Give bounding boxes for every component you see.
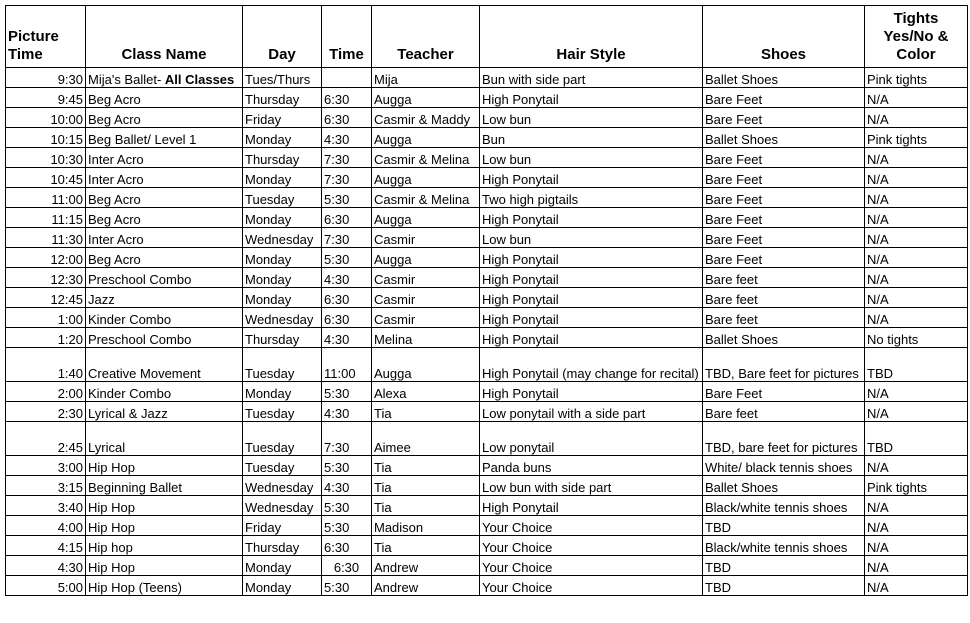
tights-cell: TBD <box>865 348 968 382</box>
table-row <box>6 88 968 108</box>
teacher-cell: Augga <box>372 128 480 148</box>
class-name-cell: Inter Acro <box>86 148 243 168</box>
class-name-cell: Inter Acro <box>86 168 243 188</box>
picture-time-cell: 4:15 <box>6 536 86 556</box>
picture-time-cell: 9:45 <box>6 88 86 108</box>
tights-cell: N/A <box>865 248 968 268</box>
shoes-cell: Bare Feet <box>703 248 865 268</box>
class-name-cell: Kinder Combo <box>86 308 243 328</box>
picture-time-cell: 12:00 <box>6 248 86 268</box>
time-cell: 4:30 <box>322 128 372 148</box>
table-row <box>6 556 968 576</box>
tights-cell: N/A <box>865 308 968 328</box>
header-class-name: Class Name <box>86 6 243 68</box>
hair-style-cell: High Ponytail <box>480 248 703 268</box>
hair-style-cell: Low ponytail with a side part <box>480 402 703 422</box>
day-cell: Friday <box>243 516 322 536</box>
teacher-cell: Tia <box>372 496 480 516</box>
picture-time-cell: 1:40 <box>6 348 86 382</box>
table-row <box>6 208 968 228</box>
day-cell: Tuesday <box>243 422 322 456</box>
day-cell: Monday <box>243 556 322 576</box>
tights-cell: No tights <box>865 328 968 348</box>
teacher-cell: Casmir & Maddy <box>372 108 480 128</box>
header-teacher: Teacher <box>372 6 480 68</box>
class-name-cell: Beg Acro <box>86 108 243 128</box>
teacher-cell: Andrew <box>372 556 480 576</box>
tights-cell: N/A <box>865 268 968 288</box>
class-name-cell: Jazz <box>86 288 243 308</box>
shoes-cell: Ballet Shoes <box>703 68 865 88</box>
time-cell: 5:30 <box>322 516 372 536</box>
teacher-cell: Tia <box>372 456 480 476</box>
picture-time-cell: 4:00 <box>6 516 86 536</box>
table-row <box>6 108 968 128</box>
hair-style-cell: High Ponytail <box>480 168 703 188</box>
table-row <box>6 148 968 168</box>
shoes-cell: Ballet Shoes <box>703 476 865 496</box>
picture-time-cell: 10:00 <box>6 108 86 128</box>
day-cell: Monday <box>243 288 322 308</box>
picture-time-cell: 2:30 <box>6 402 86 422</box>
day-cell: Wednesday <box>243 228 322 248</box>
tights-cell: TBD <box>865 422 968 456</box>
tights-cell: N/A <box>865 108 968 128</box>
day-cell: Monday <box>243 248 322 268</box>
time-cell: 4:30 <box>322 476 372 496</box>
shoes-cell: Bare Feet <box>703 382 865 402</box>
header-time: Time <box>322 6 372 68</box>
class-name-cell: Preschool Combo <box>86 268 243 288</box>
shoes-cell: Black/white tennis shoes <box>703 496 865 516</box>
class-name-cell: Hip Hop <box>86 516 243 536</box>
picture-time-cell: 10:45 <box>6 168 86 188</box>
class-name-cell: Lyrical & Jazz <box>86 402 243 422</box>
hair-style-cell: Low bun with side part <box>480 476 703 496</box>
tights-cell: N/A <box>865 188 968 208</box>
hair-style-cell: Your Choice <box>480 516 703 536</box>
picture-time-cell: 3:15 <box>6 476 86 496</box>
shoes-cell: Bare feet <box>703 268 865 288</box>
class-name-cell: Hip Hop (Teens) <box>86 576 243 596</box>
class-name-cell: Preschool Combo <box>86 328 243 348</box>
tights-cell: N/A <box>865 536 968 556</box>
day-cell: Tuesday <box>243 456 322 476</box>
teacher-cell: Augga <box>372 168 480 188</box>
time-cell: 4:30 <box>322 328 372 348</box>
day-cell: Thursday <box>243 148 322 168</box>
hair-style-cell: High Ponytail <box>480 288 703 308</box>
class-name-cell: Beg Acro <box>86 88 243 108</box>
time-cell: 5:30 <box>322 496 372 516</box>
shoes-cell: Black/white tennis shoes <box>703 536 865 556</box>
table-row <box>6 496 968 516</box>
class-name-cell: Hip hop <box>86 536 243 556</box>
picture-time-cell: 3:40 <box>6 496 86 516</box>
table-row <box>6 268 968 288</box>
table-row <box>6 536 968 556</box>
table-row <box>6 348 968 382</box>
shoes-cell: Bare Feet <box>703 148 865 168</box>
picture-time-cell: 12:30 <box>6 268 86 288</box>
shoes-cell: Bare Feet <box>703 88 865 108</box>
time-cell: 4:30 <box>322 402 372 422</box>
class-name-cell: Beg Acro <box>86 208 243 228</box>
picture-time-cell: 1:20 <box>6 328 86 348</box>
class-name-cell: Kinder Combo <box>86 382 243 402</box>
time-cell: 7:30 <box>322 168 372 188</box>
hair-style-cell: Your Choice <box>480 536 703 556</box>
shoes-cell: TBD <box>703 516 865 536</box>
shoes-cell: TBD, Bare feet for pictures <box>703 348 865 382</box>
shoes-cell: White/ black tennis shoes <box>703 456 865 476</box>
table-row <box>6 516 968 536</box>
hair-style-cell: Your Choice <box>480 556 703 576</box>
header-day: Day <box>243 6 322 68</box>
shoes-cell: TBD, bare feet for pictures <box>703 422 865 456</box>
time-cell: 4:30 <box>322 268 372 288</box>
class-name-emphasis: All Classes <box>164 72 235 87</box>
day-cell: Monday <box>243 382 322 402</box>
class-name-cell: Hip Hop <box>86 456 243 476</box>
tights-cell: N/A <box>865 148 968 168</box>
class-name-cell: Beg Ballet/ Level 1 <box>86 128 243 148</box>
day-cell: Thursday <box>243 328 322 348</box>
time-cell <box>322 68 372 88</box>
time-cell: 6:30 <box>322 308 372 328</box>
shoes-cell: Bare Feet <box>703 188 865 208</box>
teacher-cell: Augga <box>372 248 480 268</box>
shoes-cell: Bare Feet <box>703 228 865 248</box>
time-cell: 6:30 <box>322 208 372 228</box>
picture-time-cell: 10:15 <box>6 128 86 148</box>
table-row <box>6 382 968 402</box>
teacher-cell: Casmir <box>372 308 480 328</box>
time-cell: 6:30 <box>322 108 372 128</box>
tights-cell: Pink tights <box>865 128 968 148</box>
time-cell: 5:30 <box>322 456 372 476</box>
shoes-cell: Bare Feet <box>703 108 865 128</box>
picture-time-cell: 9:30 <box>6 68 86 88</box>
table-row <box>6 228 968 248</box>
teacher-cell: Casmir <box>372 228 480 248</box>
picture-time-cell: 3:00 <box>6 456 86 476</box>
hair-style-cell: High Ponytail <box>480 268 703 288</box>
day-cell: Friday <box>243 108 322 128</box>
day-cell: Tuesday <box>243 188 322 208</box>
time-cell: 5:30 <box>322 382 372 402</box>
tights-cell: N/A <box>865 402 968 422</box>
day-cell: Wednesday <box>243 496 322 516</box>
hair-style-cell: High Ponytail <box>480 496 703 516</box>
hair-style-cell: Low bun <box>480 108 703 128</box>
tights-cell: Pink tights <box>865 476 968 496</box>
time-cell: 6:30 <box>322 556 372 576</box>
teacher-cell: Melina <box>372 328 480 348</box>
class-name-cell <box>86 68 243 88</box>
shoes-cell: Bare Feet <box>703 208 865 228</box>
teacher-cell: Augga <box>372 348 480 382</box>
table-row <box>6 456 968 476</box>
shoes-cell: Ballet Shoes <box>703 128 865 148</box>
day-cell: Tuesday <box>243 348 322 382</box>
teacher-cell: Casmir & Melina <box>372 188 480 208</box>
teacher-cell: Tia <box>372 536 480 556</box>
header-row <box>6 6 968 68</box>
day-cell: Monday <box>243 576 322 596</box>
tights-cell: N/A <box>865 516 968 536</box>
picture-time-cell: 1:00 <box>6 308 86 328</box>
tights-cell: N/A <box>865 382 968 402</box>
teacher-cell: Madison <box>372 516 480 536</box>
time-cell: 6:30 <box>322 88 372 108</box>
picture-time-cell: 11:00 <box>6 188 86 208</box>
time-cell: 7:30 <box>322 148 372 168</box>
shoes-cell: Bare feet <box>703 288 865 308</box>
picture-time-cell: 2:45 <box>6 422 86 456</box>
hair-style-cell: High Ponytail <box>480 308 703 328</box>
table-row <box>6 576 968 596</box>
time-cell: 5:30 <box>322 188 372 208</box>
table-row <box>6 476 968 496</box>
table-row <box>6 128 968 148</box>
teacher-cell: Aimee <box>372 422 480 456</box>
hair-style-cell: High Ponytail <box>480 88 703 108</box>
table-row <box>6 168 968 188</box>
hair-style-cell: High Ponytail (may change for recital) <box>480 348 703 382</box>
hair-style-cell: Low bun <box>480 228 703 248</box>
table-row <box>6 422 968 456</box>
day-cell: Thursday <box>243 536 322 556</box>
class-name-cell: Beginning Ballet <box>86 476 243 496</box>
hair-style-cell: High Ponytail <box>480 208 703 228</box>
teacher-cell: Casmir <box>372 288 480 308</box>
time-cell: 7:30 <box>322 228 372 248</box>
teacher-cell: Casmir & Melina <box>372 148 480 168</box>
day-cell: Monday <box>243 168 322 188</box>
day-cell: Tuesday <box>243 402 322 422</box>
shoes-cell: Bare Feet <box>703 168 865 188</box>
header-shoes: Shoes <box>703 6 865 68</box>
tights-cell: N/A <box>865 556 968 576</box>
hair-style-cell: Low bun <box>480 148 703 168</box>
table-row <box>6 248 968 268</box>
hair-style-cell: Low ponytail <box>480 422 703 456</box>
picture-time-cell: 12:45 <box>6 288 86 308</box>
picture-time-cell: 11:30 <box>6 228 86 248</box>
hair-style-cell: Bun with side part <box>480 68 703 88</box>
hair-style-cell: Panda buns <box>480 456 703 476</box>
table-row <box>6 328 968 348</box>
class-name-cell: Lyrical <box>86 422 243 456</box>
shoes-cell: TBD <box>703 556 865 576</box>
class-name-cell: Beg Acro <box>86 248 243 268</box>
header-tights: Tights Yes/No & Color <box>865 6 968 68</box>
tights-cell: N/A <box>865 576 968 596</box>
table-row <box>6 188 968 208</box>
teacher-cell: Tia <box>372 476 480 496</box>
teacher-cell: Alexa <box>372 382 480 402</box>
class-name-cell: Beg Acro <box>86 188 243 208</box>
picture-schedule-table <box>5 5 968 596</box>
day-cell: Tues/Thurs <box>243 68 322 88</box>
class-name-cell: Hip Hop <box>86 496 243 516</box>
tights-cell: N/A <box>865 456 968 476</box>
picture-time-cell: 2:00 <box>6 382 86 402</box>
hair-style-cell: Bun <box>480 128 703 148</box>
hair-style-cell: Two high pigtails <box>480 188 703 208</box>
class-name-cell: Creative Movement <box>86 348 243 382</box>
shoes-cell: Bare feet <box>703 308 865 328</box>
header-hair-style: Hair Style <box>480 6 703 68</box>
tights-cell: N/A <box>865 168 968 188</box>
class-name-cell: Hip Hop <box>86 556 243 576</box>
table-row <box>6 68 968 88</box>
tights-cell: N/A <box>865 208 968 228</box>
time-cell: 5:30 <box>322 576 372 596</box>
picture-time-cell: 5:00 <box>6 576 86 596</box>
tights-cell: N/A <box>865 496 968 516</box>
day-cell: Wednesday <box>243 476 322 496</box>
day-cell: Monday <box>243 268 322 288</box>
hair-style-cell: High Ponytail <box>480 382 703 402</box>
day-cell: Monday <box>243 128 322 148</box>
teacher-cell: Tia <box>372 402 480 422</box>
class-name-text: Mija's Ballet- <box>88 72 165 87</box>
day-cell: Monday <box>243 208 322 228</box>
class-name-cell: Inter Acro <box>86 228 243 248</box>
picture-time-cell: 11:15 <box>6 208 86 228</box>
time-cell: 7:30 <box>322 422 372 456</box>
day-cell: Thursday <box>243 88 322 108</box>
tights-cell: N/A <box>865 288 968 308</box>
header-picture-time: Picture Time <box>6 6 86 68</box>
table-row <box>6 308 968 328</box>
teacher-cell: Casmir <box>372 268 480 288</box>
hair-style-cell: Your Choice <box>480 576 703 596</box>
time-cell: 5:30 <box>322 248 372 268</box>
picture-time-cell: 4:30 <box>6 556 86 576</box>
time-cell: 11:00 <box>322 348 372 382</box>
tights-cell: Pink tights <box>865 68 968 88</box>
day-cell: Wednesday <box>243 308 322 328</box>
table-row <box>6 288 968 308</box>
shoes-cell: Ballet Shoes <box>703 328 865 348</box>
teacher-cell: Augga <box>372 208 480 228</box>
time-cell: 6:30 <box>322 536 372 556</box>
time-cell: 6:30 <box>322 288 372 308</box>
shoes-cell: TBD <box>703 576 865 596</box>
table-row <box>6 402 968 422</box>
teacher-cell: Andrew <box>372 576 480 596</box>
teacher-cell: Mija <box>372 68 480 88</box>
hair-style-cell: High Ponytail <box>480 328 703 348</box>
teacher-cell: Augga <box>372 88 480 108</box>
tights-cell: N/A <box>865 228 968 248</box>
picture-time-cell: 10:30 <box>6 148 86 168</box>
tights-cell: N/A <box>865 88 968 108</box>
shoes-cell: Bare feet <box>703 402 865 422</box>
